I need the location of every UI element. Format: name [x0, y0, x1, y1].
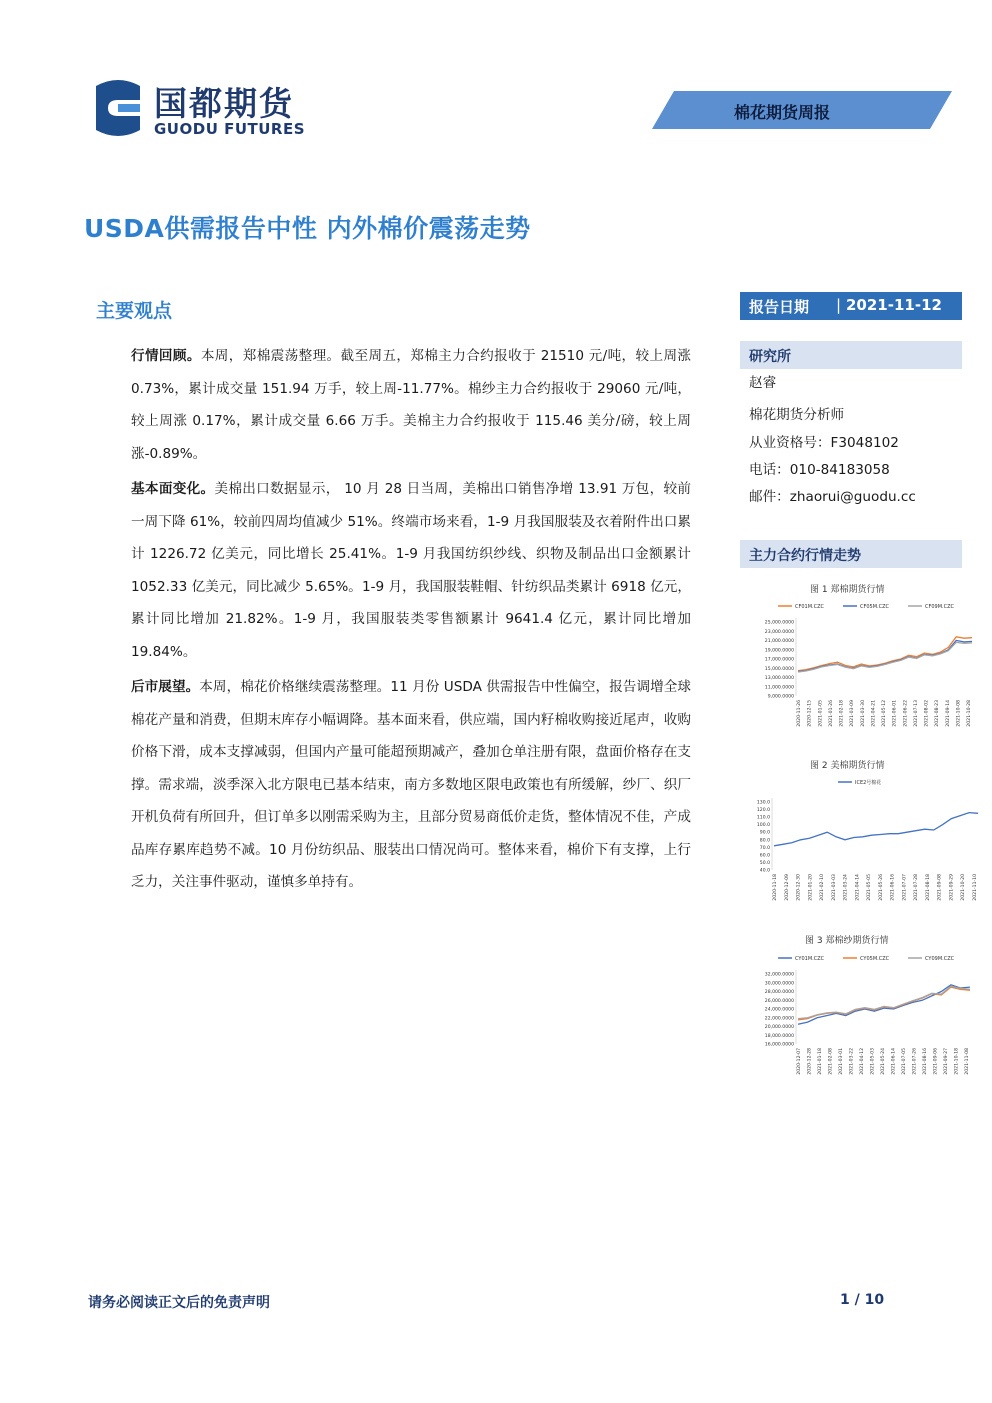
x-tick-label: 2021-07-13 — [913, 700, 919, 727]
x-tick-label: 2020-11-26 — [797, 700, 802, 727]
y-tick-label: 24,000.0000 — [764, 1007, 794, 1013]
x-tick-label: 2020-12-07 — [797, 1048, 802, 1075]
y-tick-label: 13,000.0000 — [764, 676, 794, 681]
x-tick-label: 2020-12-28 — [807, 1048, 813, 1075]
y-tick-label: 17,000.0000 — [764, 657, 794, 663]
y-tick-label: 22,000.0000 — [764, 1016, 794, 1022]
y-tick-label: 30,000.0000 — [764, 981, 794, 987]
paragraph-outlook — [131, 671, 691, 899]
y-tick-label: 130.0 — [756, 800, 770, 806]
legend-entry: CY05M.CZC — [860, 956, 890, 962]
x-tick-label: 2021-03-03 — [831, 874, 837, 901]
x-tick-label: 2021-08-18 — [925, 874, 931, 901]
x-tick-label: 2021-02-10 — [820, 874, 826, 901]
y-tick-label: 90.0 — [759, 830, 770, 836]
logo-english-name: GUODU FUTURES — [154, 120, 306, 138]
x-tick-label: 2021-01-05 — [818, 700, 824, 727]
report-date-box — [740, 292, 962, 320]
chart-2-title: 图 2 美棉期货行情 — [810, 761, 885, 771]
x-tick-label: 2021-08-16 — [923, 1048, 928, 1075]
y-tick-label: 15,000.0000 — [764, 666, 794, 672]
x-tick-label: 2021-01-26 — [828, 700, 834, 727]
x-tick-label: 2020-12-30 — [796, 874, 802, 901]
series-line — [798, 985, 970, 1024]
x-tick-label: 2021-09-08 — [937, 874, 943, 901]
x-tick-label: 2021-06-22 — [903, 700, 909, 727]
x-tick-label: 2021-09-29 — [949, 874, 955, 901]
chart-1-title: 图 1 郑棉期货行情 — [810, 585, 885, 595]
x-tick-label: 2021-04-21 — [871, 700, 877, 727]
analyst-title: 棉花期货分析师 — [749, 407, 845, 423]
x-tick-label: 2021-04-14 — [855, 874, 861, 901]
x-tick-label: 2021-07-26 — [912, 1048, 918, 1075]
x-tick-label: 2021-07-28 — [914, 874, 920, 901]
x-tick-label: 2021-01-18 — [818, 1048, 823, 1075]
x-tick-label: 2021-03-09 — [850, 700, 856, 727]
x-tick-label: 2021-06-16 — [890, 874, 896, 901]
institute-heading — [740, 341, 962, 369]
x-tick-label: 2021-11-08 — [965, 1048, 970, 1075]
x-tick-label: 2021-10-20 — [961, 874, 967, 901]
logo-mark-icon — [88, 76, 148, 140]
x-tick-label: 2020-12-09 — [784, 874, 790, 901]
analyst-license: 从业资格号：F3048102 — [749, 435, 899, 451]
report-date-value: 2021-11-12 — [846, 296, 942, 314]
x-tick-label: 2021-02-18 — [839, 700, 845, 727]
y-tick-label: 26,000.0000 — [764, 998, 794, 1004]
y-tick-label: 50.0 — [759, 860, 770, 866]
y-tick-label: 120.0 — [756, 808, 770, 814]
x-tick-label: 2021-10-08 — [956, 700, 962, 727]
paragraph-text: 美棉出口数据显示， 10 月 28 日当周，美棉出口销售净增 13.91 万包，较前一周下降 61%，较前四周均值减少 51%。终端市场来看，1-9 月我国服装及衣着附件出口累计 1226.72 亿美元，同比增长 25.41%。1-9 月我国纺织纱线、织物及制品出口金额累计 1052.33 亿美元，同比减少 5.65%。1-9 月，我国服装鞋帽、针纺织品类累计 6918 亿元，累计同比增加 21.82%。1-9 月，我国服装类零售额累计 9641.4 亿元，累计同比增加 19.84%。 — [131, 481, 691, 660]
chart-us-cotton — [748, 772, 984, 906]
legend-entry: CY09M.CZC — [925, 956, 955, 962]
chart-3-title: 图 3 郑棉纱期货行情 — [805, 936, 889, 946]
institute-label: 研究所 — [749, 349, 791, 365]
x-tick-label: 2021-08-23 — [935, 700, 941, 727]
y-tick-label: 9,000.0000 — [767, 694, 794, 700]
x-tick-label: 2021-09-06 — [933, 1048, 939, 1075]
x-tick-label: 2021-05-24 — [881, 1048, 886, 1075]
analyst-name: 赵睿 — [749, 375, 777, 391]
y-tick-label: 25,000.0000 — [764, 620, 794, 626]
x-tick-label: 2021-07-07 — [902, 874, 908, 901]
report-date-label: 报告日期 — [749, 298, 810, 316]
y-tick-label: 80.0 — [759, 838, 770, 844]
x-tick-label: 2021-07-05 — [902, 1048, 907, 1075]
paragraph-fundamentals — [131, 473, 691, 668]
y-tick-label: 110.0 — [756, 815, 770, 821]
x-tick-label: 2021-05-26 — [878, 874, 884, 901]
x-tick-label: 2021-10-28 — [967, 700, 972, 727]
x-tick-label: 2021-03-24 — [843, 874, 849, 901]
x-tick-label: 2020-11-18 — [773, 874, 778, 901]
y-tick-label: 60.0 — [759, 853, 770, 859]
legend-entry: CY01M.CZC — [795, 956, 825, 962]
main-points-body — [131, 340, 691, 902]
y-tick-label: 100.0 — [756, 823, 770, 829]
analyst-phone: 电话：010-84183058 — [749, 462, 890, 478]
y-tick-label: 16,000.0000 — [764, 1042, 794, 1048]
y-tick-label: 32,000.0000 — [764, 972, 794, 978]
paragraph-lead: 行情回顾。 — [131, 348, 201, 364]
x-tick-label: 2021-06-01 — [892, 700, 898, 727]
paragraph-text: 本周，棉花价格继续震荡整理。11 月份 USDA 供需报告中性偏空，报告调增全球棉花产量和消费，但期末库存小幅调降。基本面来看，供应端，国内籽棉收购接近尾声，收购价格下滑，成本支撑减弱，但国内产量可能超预期减产，叠加仓单注册有限，盘面价格存在支撑。需求端，淡季深入北方限电已基本结束，南方多数地区限电政策也有所缓解，纱厂、织厂开机负荷有所回升，但订单多以刚需采购为主，且部分贸易商低价走货，整体情况不佳，产成品库存累库趋势不减。10 月份纺织品、服装出口情况尚可。整体来看，棉价下有支撑，上行乏力，关注事件驱动，谨慎多单持有。 — [131, 679, 691, 890]
x-tick-label: 2021-09-27 — [944, 1048, 949, 1075]
trend-heading — [740, 540, 962, 568]
chart-cotton-yarn — [748, 948, 978, 1082]
x-tick-label: 2021-05-03 — [870, 1048, 876, 1075]
page-number: 1 / 10 — [840, 1292, 885, 1308]
logo-chinese-name: 国都期货 — [154, 84, 294, 123]
y-tick-label: 21,000.0000 — [764, 639, 794, 644]
paragraph-text: 本周，郑棉震荡整理。截至周五，郑棉主力合约报收于 21510 元/吨，较上周涨 0.73%，累计成交量 151.94 万手，较上周-11.77%。棉纱主力合约报收于 29060 元/吨，较上周涨 0.17%，累计成交量 6.66 万手。美棉主力合约报收于 115.46 美分/磅，较上周涨-0.89%。 — [131, 348, 692, 462]
x-tick-label: 2021-05-05 — [867, 874, 873, 901]
x-tick-label: 2021-11-10 — [973, 874, 978, 901]
x-tick-label: 2021-01-20 — [808, 874, 814, 901]
y-tick-label: 28,000.0000 — [764, 990, 794, 995]
series-line — [798, 986, 970, 1018]
x-tick-label: 2021-05-12 — [882, 700, 887, 727]
trend-label: 主力合约行情走势 — [749, 548, 861, 564]
paragraph-market-review — [131, 340, 691, 470]
x-tick-label: 2021-03-30 — [860, 700, 866, 727]
chart-zhengzhou-cotton — [748, 596, 978, 734]
y-tick-label: 40.0 — [759, 868, 770, 874]
x-tick-label: 2020-12-15 — [807, 700, 813, 727]
x-tick-label: 2021-03-01 — [839, 1048, 844, 1075]
series-line — [774, 813, 978, 846]
x-tick-label: 2021-06-14 — [891, 1048, 897, 1075]
legend-entry: CF01M.CZC — [795, 604, 825, 610]
legend-entry: CF09M.CZC — [925, 604, 955, 610]
report-title: USDA供需报告中性 内外棉价震荡走势 — [84, 214, 531, 243]
paragraph-lead: 基本面变化。 — [131, 481, 215, 497]
y-tick-label: 18,000.0000 — [764, 1033, 794, 1039]
x-tick-label: 2021-10-18 — [954, 1048, 960, 1075]
y-tick-label: 11,000.0000 — [764, 685, 794, 691]
legend-entry: CF05M.CZC — [860, 604, 890, 610]
analyst-email[interactable]: 邮件：zhaorui@guodu.cc — [749, 489, 916, 505]
x-tick-label: 2021-08-02 — [924, 700, 930, 727]
disclaimer-notice: 请务必阅读正文后的免责声明 — [88, 1295, 270, 1311]
x-tick-label: 2021-02-08 — [828, 1048, 834, 1075]
legend-entry: ICE2号棉花 — [855, 780, 882, 786]
y-tick-label: 19,000.0000 — [764, 648, 794, 654]
report-type-banner — [652, 91, 952, 129]
x-tick-label: 2021-03-22 — [849, 1048, 855, 1075]
report-type-label: 棉花期货周报 — [734, 103, 831, 122]
y-tick-label: 20,000.0000 — [764, 1025, 794, 1030]
company-logo — [88, 76, 338, 140]
paragraph-lead: 后市展望。 — [131, 679, 200, 695]
main-points-heading: 主要观点 — [96, 300, 173, 322]
series-line — [798, 642, 972, 672]
report-date-separator: | — [836, 296, 842, 314]
y-tick-label: 23,000.0000 — [764, 629, 794, 635]
x-tick-label: 2021-04-12 — [860, 1048, 865, 1075]
y-tick-label: 70.0 — [759, 845, 770, 851]
x-tick-label: 2021-09-14 — [945, 700, 951, 727]
